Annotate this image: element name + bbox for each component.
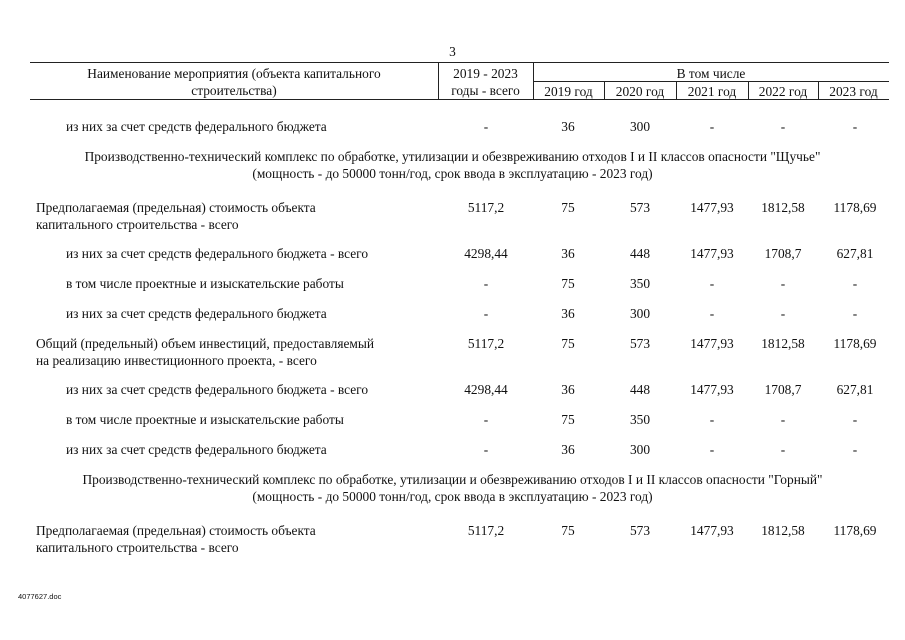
row-value: 75 bbox=[561, 336, 575, 351]
row-value: - bbox=[709, 276, 715, 291]
row-value: 4298,44 bbox=[464, 246, 508, 261]
row-value: - bbox=[852, 412, 858, 427]
row-label: из них за счет средств федерального бюджета bbox=[66, 442, 327, 457]
row-value: - bbox=[780, 306, 786, 321]
row-value: 573 bbox=[629, 523, 651, 538]
row-value: 1178,69 bbox=[833, 336, 877, 351]
row-value: - bbox=[483, 276, 489, 291]
row-value: - bbox=[483, 119, 489, 134]
row-value: - bbox=[780, 412, 786, 427]
row-value: - bbox=[709, 442, 715, 457]
row-value: 1812,58 bbox=[761, 200, 805, 215]
header-year: 2022 год bbox=[758, 84, 808, 99]
row-value: 4298,44 bbox=[464, 382, 508, 397]
row-label: из них за счет средств федерального бюджета bbox=[66, 306, 327, 321]
row-value: - bbox=[483, 412, 489, 427]
row-value: - bbox=[780, 442, 786, 457]
row-value: 300 bbox=[629, 306, 651, 321]
row-value: 5117,2 bbox=[467, 336, 505, 351]
header-including: В том числе bbox=[676, 66, 746, 81]
header-year: 2021 год bbox=[687, 84, 737, 99]
row-value: 627,81 bbox=[836, 246, 874, 261]
row-label: капитального строительства - всего bbox=[36, 540, 239, 555]
row-value: 300 bbox=[629, 442, 651, 457]
row-label: Предполагаемая (предельная) стоимость объекта bbox=[36, 200, 316, 215]
row-label: на реализацию инвестиционного проекта, - всего bbox=[36, 353, 317, 368]
row-value: 36 bbox=[561, 306, 575, 321]
header-name-line2: строительства) bbox=[191, 83, 277, 98]
row-value: 75 bbox=[561, 523, 575, 538]
row-label: из них за счет средств федерального бюджета - всего bbox=[66, 246, 369, 261]
row-value: 448 bbox=[629, 382, 651, 397]
row-value: 350 bbox=[629, 276, 651, 291]
row-value: 36 bbox=[561, 382, 575, 397]
row-value: 1477,93 bbox=[690, 382, 734, 397]
row-label: капитального строительства - всего bbox=[36, 217, 239, 232]
row-label: из них за счет средств федерального бюджета - всего bbox=[66, 382, 369, 397]
page-number: 3 bbox=[449, 44, 456, 59]
footer-filename: 4077627.doc bbox=[18, 592, 62, 601]
row-label: в том числе проектные и изыскательские работы bbox=[66, 276, 344, 291]
row-value: 573 bbox=[629, 336, 651, 351]
row-value: - bbox=[780, 119, 786, 134]
row-value: 5117,2 bbox=[467, 523, 505, 538]
section-title: (мощность - до 50000 тонн/год, срок ввода в эксплуатацию - 2023 год) bbox=[252, 489, 653, 504]
section-title: Производственно-технический комплекс по обработке, утилизации и обезвреживанию отходов I и II классов опасности "Щучье" bbox=[84, 149, 821, 164]
row-value: - bbox=[483, 306, 489, 321]
section-title: (мощность - до 50000 тонн/год, срок ввода в эксплуатацию - 2023 год) bbox=[252, 166, 653, 181]
header-total-line2: годы - всего bbox=[451, 83, 520, 98]
row-value: - bbox=[852, 276, 858, 291]
row-value: - bbox=[852, 306, 858, 321]
row-value: - bbox=[709, 306, 715, 321]
row-value: 36 bbox=[561, 442, 575, 457]
row-value: 573 bbox=[629, 200, 651, 215]
row-value: 1477,93 bbox=[690, 200, 734, 215]
row-value: - bbox=[852, 119, 858, 134]
header-total-line1: 2019 - 2023 bbox=[453, 66, 518, 81]
row-value: 1477,93 bbox=[690, 336, 734, 351]
row-value: 1708,7 bbox=[764, 382, 802, 397]
section-title: Производственно-технический комплекс по обработке, утилизации и обезвреживанию отходов I и II классов опасности "Горный" bbox=[82, 472, 823, 487]
row-value: 36 bbox=[561, 246, 575, 261]
row-value: 627,81 bbox=[836, 382, 874, 397]
row-value: 75 bbox=[561, 276, 575, 291]
row-value: 1812,58 bbox=[761, 523, 805, 538]
row-value: - bbox=[852, 442, 858, 457]
header-year: 2020 год bbox=[615, 84, 665, 99]
header-year: 2023 год bbox=[829, 84, 878, 99]
row-value: 36 bbox=[561, 119, 575, 134]
row-value: 1178,69 bbox=[833, 523, 877, 538]
row-value: - bbox=[709, 119, 715, 134]
header-year: 2019 год bbox=[544, 84, 593, 99]
row-label: Общий (предельный) объем инвестиций, предоставляемый bbox=[36, 336, 375, 351]
row-value: 1178,69 bbox=[833, 200, 877, 215]
header-name-line1: Наименование мероприятия (объекта капитального bbox=[87, 66, 381, 81]
header-top-rule bbox=[30, 62, 889, 63]
row-label: Предполагаемая (предельная) стоимость объекта bbox=[36, 523, 316, 538]
row-value: 1812,58 bbox=[761, 336, 805, 351]
row-value: 1477,93 bbox=[690, 523, 734, 538]
row-value: - bbox=[483, 442, 489, 457]
row-value: 350 bbox=[629, 412, 651, 427]
row-value: 75 bbox=[561, 412, 575, 427]
row-value: - bbox=[780, 276, 786, 291]
row-value: 448 bbox=[629, 246, 651, 261]
row-value: 1477,93 bbox=[690, 246, 734, 261]
row-value: 5117,2 bbox=[467, 200, 505, 215]
row-value: 300 bbox=[629, 119, 651, 134]
row-value: - bbox=[709, 412, 715, 427]
row-label: в том числе проектные и изыскательские работы bbox=[66, 412, 344, 427]
row-value: 1708,7 bbox=[764, 246, 802, 261]
row-label: из них за счет средств федерального бюджета bbox=[66, 119, 327, 134]
row-value: 75 bbox=[561, 200, 575, 215]
